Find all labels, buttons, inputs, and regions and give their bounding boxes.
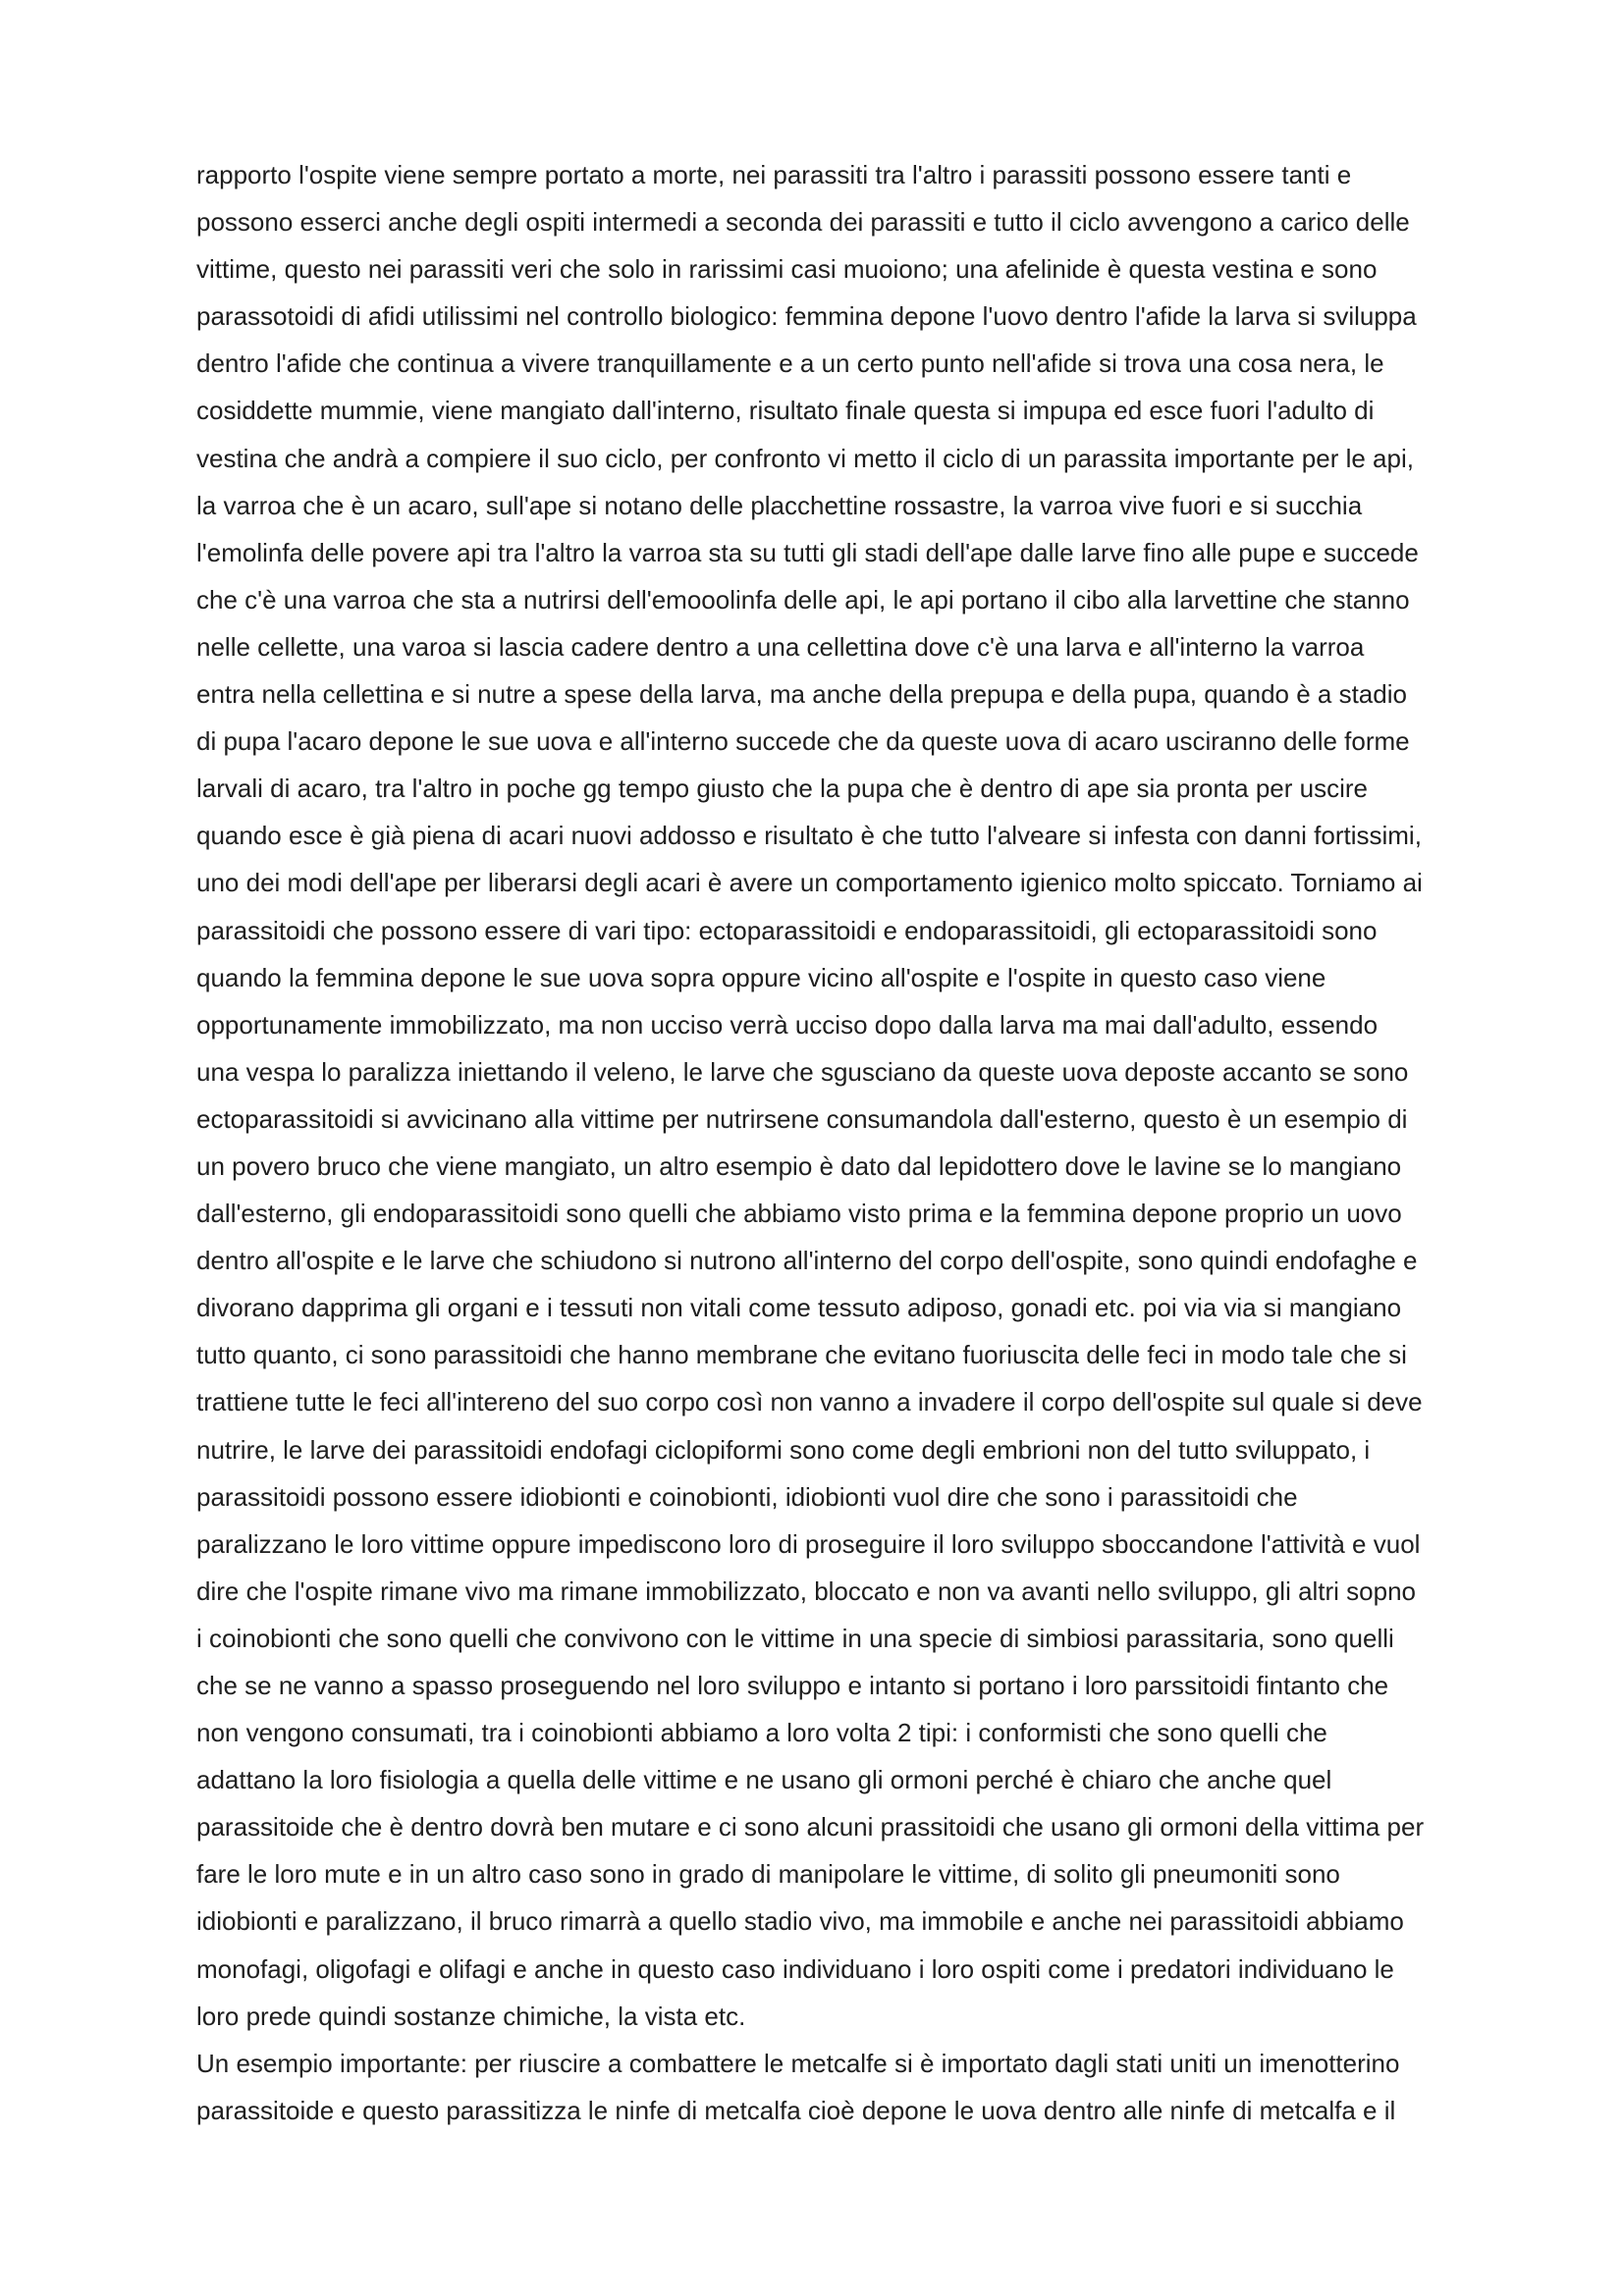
text-line: parassotoidi di afidi utilissimi nel controllo biologico: femmina depone l'uovo dentro l'afide la larva si sviluppa xyxy=(196,301,1417,332)
text-line: fare le loro mute e in un altro caso sono in grado di manipolare le vittime, di solito gli pneumoniti sono xyxy=(196,1859,1340,1890)
text-line: rapporto l'ospite viene sempre portato a morte, nei parassiti tra l'altro i parassiti possono essere tanti e xyxy=(196,160,1352,189)
text-line: Un esempio importante: per riuscire a combattere le metcalfe si è importato dagli stati uniti un imenotterino xyxy=(196,2048,1400,2078)
text-line: i coinobionti che sono quelli che convivono con le vittime in una specie di simbiosi parassitaria, sono quelli xyxy=(196,1623,1394,1653)
text-line: nutrire, le larve dei parassitoidi endofagi ciclopiformi sono come degli embrioni non del tutto sviluppato, i xyxy=(196,1434,1371,1465)
text-line: monofagi, oligofagi e olifagi e anche in questo caso individuano i loro ospiti come i predatori individuano le xyxy=(196,1953,1394,1984)
text-line: dall'esterno, gli endoparassitoidi sono quelli che abbiamo visto prima e la femmina depone proprio un uovo xyxy=(196,1199,1402,1229)
text-line: che c'è una varroa che sta a nutrirsi dell'emooolinfa delle api, le api portano il cibo alla larvettine che stanno xyxy=(196,584,1410,614)
text-line: non vengono consumati, tra i coinobionti abbiamo a loro volta 2 tipi: i conformisti che sono quelli che xyxy=(196,1718,1327,1748)
text-line: larvali di acaro, tra l'altro in poche gg tempo giusto che la pupa che è dentro di ape sia pronta per uscire xyxy=(196,774,1369,804)
text-line: tutto quanto, ci sono parassitoidi che hanno membrane che evitano fuoriuscita delle feci in modo tale che si xyxy=(196,1340,1407,1370)
text-line: adattano la loro fisiologia a quella delle vittime e ne usano gli ormoni perché è chiaro che anche quel xyxy=(196,1765,1332,1795)
text-line: una vespa lo paralizza iniettando il veleno, le larve che sgusciano da queste uova deposte accanto se sono xyxy=(196,1056,1409,1087)
body-text xyxy=(196,151,1483,2134)
text-line: possono esserci anche degli ospiti intermedi a seconda dei parassiti e tutto il ciclo avvengono a carico delle xyxy=(196,207,1410,238)
text-line: parassitoide che è dentro dovrà ben mutare e ci sono alcuni prassitoidi che usano gli ormoni della vittima per xyxy=(196,1812,1425,1842)
text-line: idiobionti e paralizzano, il bruco rimarrà a quello stadio vivo, ma immobile e anche nei parassitoidi abbiamo xyxy=(196,1906,1404,1937)
text-line: un povero bruco che viene mangiato, un altro esempio è dato dal lepidottero dove le lavine se lo mangiano xyxy=(196,1150,1402,1181)
text-line: quando esce è già piena di acari nuovi addosso e risultato è che tutto l'alveare si infesta con danni fortissimi, xyxy=(196,821,1422,851)
text-line: nelle cellette, una varoa si lascia cadere dentro a una cellettina dove c'è una larva e all'interno la varroa xyxy=(196,631,1365,662)
text-line: quando la femmina depone le sue uova sopra oppure vicino all'ospite e l'ospite in questo caso viene xyxy=(196,962,1326,992)
text-line: di pupa l'acaro depone le sue uova e all'interno succede che da queste uova di acaro usciranno delle forme xyxy=(196,726,1410,757)
text-line: che se ne vanno a spasso proseguendo nel loro sviluppo e intanto si portano i loro parssitoidi fintanto che xyxy=(196,1671,1389,1700)
text-line: l'emolinfa delle povere api tra l'altro la varroa sta su tutti gli stadi dell'ape dalle larve fino alle pupe e succede xyxy=(196,537,1419,567)
text-line: trattiene tutte le feci all'intereno del suo corpo così non vanno a invadere il corpo dell'ospite sul quale si deve xyxy=(196,1387,1423,1417)
text-line: cosiddette mummie, viene mangiato dall'interno, risultato finale questa si impupa ed esce fuori l'adulto di xyxy=(196,396,1375,426)
text-line: vittime, questo nei parassiti veri che solo in rarissimi casi muoiono; una afelinide è questa vestina e sono xyxy=(196,254,1378,285)
text-line: dire che l'ospite rimane vivo ma rimane immobilizzato, bloccato e non va avanti nello sviluppo, gli altri sopno xyxy=(196,1575,1417,1606)
text-line: parassitoide e questo parassitizza le ninfe di metcalfa cioè depone le uova dentro alle ninfe di metcalfa e il xyxy=(196,2095,1396,2125)
text-line: ectoparassitoidi si avvicinano alla vittime per nutrirsene consumandola dall'esterno, questo è un esempio di xyxy=(196,1103,1408,1134)
text-line: divorano dapprima gli organi e i tessuti non vitali come tessuto adiposo, gonadi etc. poi via via si mangiano xyxy=(196,1293,1402,1323)
text-line: opportunamente immobilizzato, ma non ucciso verrà ucciso dopo dalla larva ma mai dall'adulto, essendo xyxy=(196,1009,1379,1040)
text-line: la varroa che è un acaro, sull'ape si notano delle placchettine rossastre, la varroa vive fuori e si succhia xyxy=(196,490,1363,520)
text-line: dentro l'afide che continua a vivere tranquillamente e a un certo punto nell'afide si trova una cosa nera, le xyxy=(196,348,1384,379)
text-line: uno dei modi dell'ape per liberarsi degli acari è avere un comportamento igienico molto spiccato. Torniamo ai xyxy=(196,868,1423,898)
text-line: parassitoidi possono essere idiobionti e coinobionti, idiobionti vuol dire che sono i parassitoidi che xyxy=(196,1481,1298,1512)
text-line: vestina che andrà a compiere il suo ciclo, per confronto vi metto il ciclo di un parassita importante per le api, xyxy=(196,443,1414,473)
text-line: dentro all'ospite e le larve che schiudono si nutrono all'interno del corpo dell'ospite, sono quindi endofaghe e xyxy=(196,1246,1418,1276)
text-line: parassitoidi che possono essere di vari tipo: ectoparassitoidi e endoparassitoidi, gli ectoparassitoidi sono xyxy=(196,915,1378,945)
text-line: entra nella cellettina e si nutre a spese della larva, ma anche della prepupa e della pupa, quando è a stadio xyxy=(196,679,1407,710)
text-line: loro prede quindi sostanze chimiche, la vista etc. xyxy=(196,2001,746,2031)
text-line: paralizzano le loro vittime oppure impediscono loro di proseguire il loro sviluppo sboccandone l'attività e vuol xyxy=(196,1528,1421,1559)
